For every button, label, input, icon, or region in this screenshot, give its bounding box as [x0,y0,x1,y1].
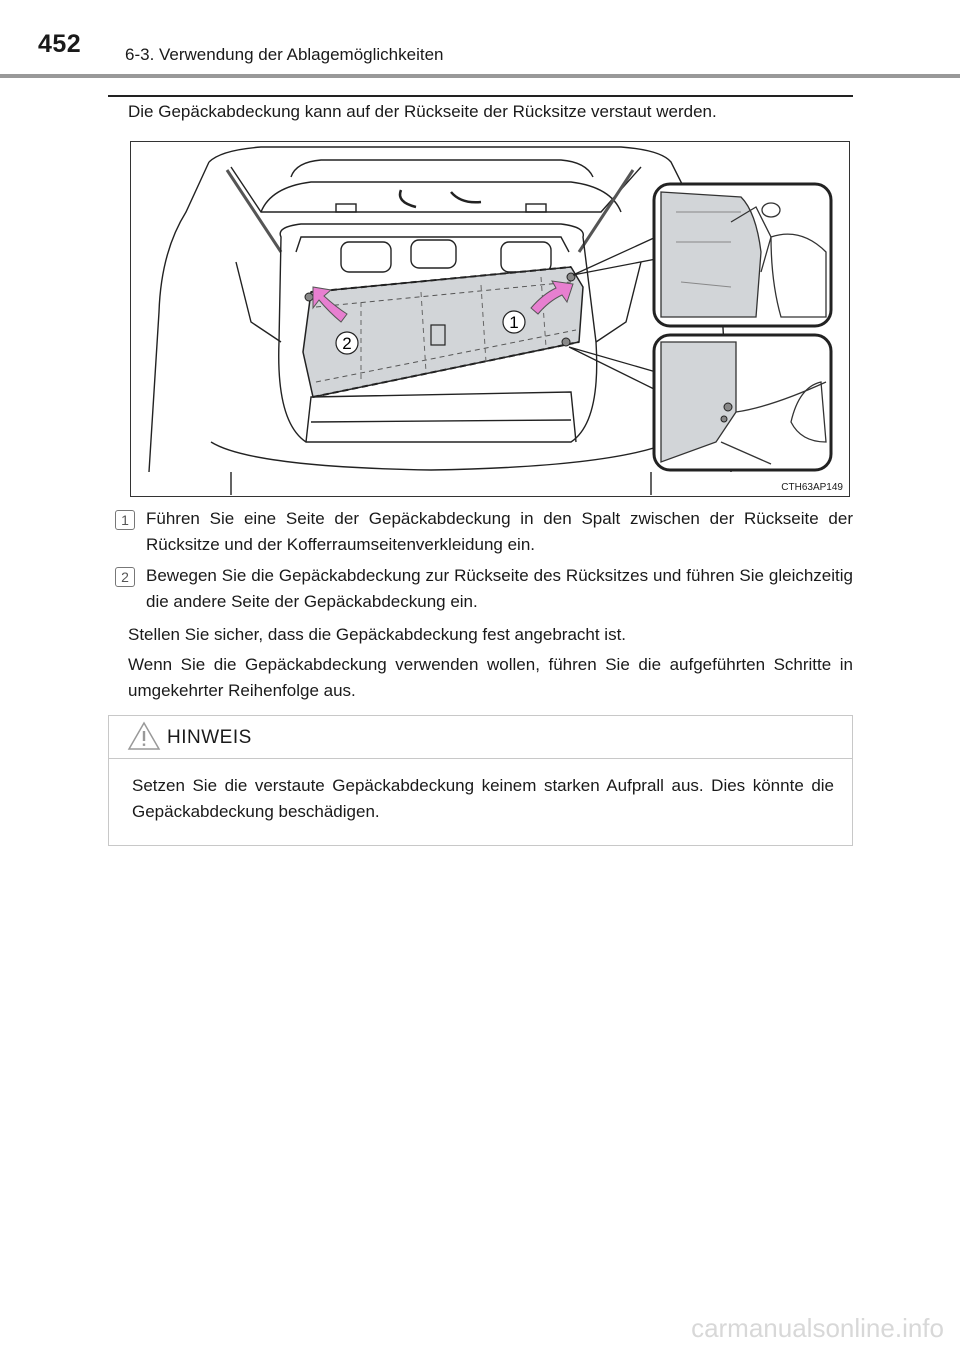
page-number: 452 [38,30,82,58]
section-rule [108,95,853,97]
callout-2-label: 2 [342,334,352,353]
intro-text: Die Gepäckabdeckung kann auf der Rückseite der Rücksitze verstaut werden. [128,102,717,121]
paragraph-reverse: Wenn Sie die Gepäckabdeckung verwenden wollen, führen Sie die aufgeführten Schritte in umgekehrter Reihenfolge aus. [128,655,853,700]
section-title: 6-3. Verwendung der Ablagemöglichkeiten [125,45,444,64]
header-rule [0,74,960,78]
step-number-badge: 2 [115,567,135,587]
inset-detail-bottom [654,335,831,470]
warning-triangle-icon [127,721,161,751]
watermark: carmanualsonline.info [691,1313,944,1343]
figure-code: CTH63AP149 [781,482,843,493]
notice-title: HINWEIS [167,727,252,748]
notice-body: Setzen Sie die verstaute Gepäckabdeckung keinem starken Aufprall aus. Dies könnte die Gepäckabdeckung beschädigen. [132,776,834,821]
step-number-badge: 1 [115,510,135,530]
notice-box [108,715,853,846]
inset-detail-top [654,184,831,326]
step-2 [115,563,853,615]
notice-header [109,716,852,759]
paragraph-secure: Stellen Sie sicher, dass die Gepäckabdeckung fest angebracht ist. [128,625,627,644]
luggage-cover-illustration [130,141,850,497]
step-text: Führen Sie eine Seite der Gepäckabdeckung in den Spalt zwischen der Rückseite der Rücksitze und der Kofferraumseitenverkleidung ein. [146,509,853,554]
step-text: Bewegen Sie die Gepäckabdeckung zur Rückseite des Rücksitzes und führen Sie gleichzeitig die andere Seite der Gepäckabdeckung ein. [146,566,853,611]
hatchback-trunk-drawing [131,142,848,495]
step-1 [115,506,853,558]
callout-1-label: 1 [509,313,519,332]
